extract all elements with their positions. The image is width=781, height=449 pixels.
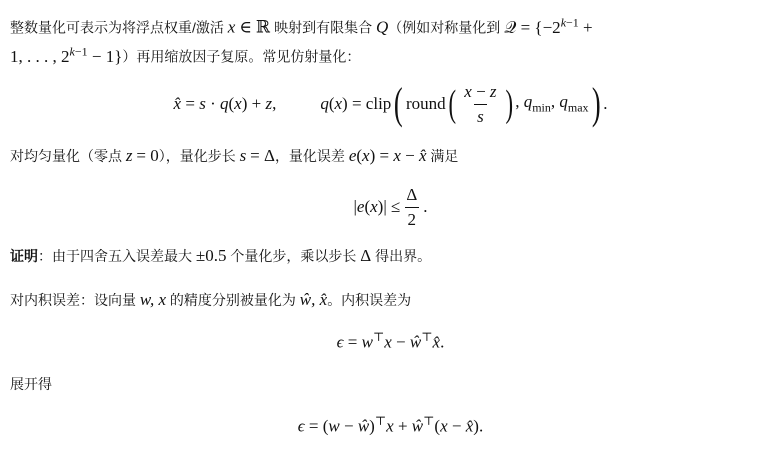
proof-paragraph — [10, 242, 771, 270]
para2: 对均匀量化（零点 z = 0），量化步长 s = Δ，量化误差 e(x) = x − x̂ 满足 — [10, 146, 459, 165]
proof-label: 证明 — [10, 248, 38, 264]
equation-inner-product-error: ϵ = w⊤x − ŵ⊤x̂. — [336, 329, 445, 352]
proof-text: ：由于四舍五入误差最大 ±0.5 个量化步，乘以步长 Δ 得出界。 — [38, 246, 432, 265]
equation-expansion: ϵ = (w − ŵ)⊤x + ŵ⊤(x − x̂). — [297, 413, 484, 436]
para1-line2: 1, . . . , $2^{k-1} - 1$}）再用缩放因子复原。常见仿射量化： — [10, 44, 361, 66]
para3: 对内积误差：设向量 w, x 的精度分别被量化为 ŵ, x̂。内积误差为 — [10, 290, 412, 309]
equation-affine-quantization: x̂ = s · q(x) + z, q(x) = clip ( round ( $\frac{x - z}{s}$ ) , $q_{min}$, $q_{max}$ ) . — [173, 79, 608, 128]
para1-line1: 整数量化可表示为将浮点权重/激活 x ∈ ℝ 映射到有限集合 Q（例如对称量化到 𝒬 = {$-2^{k-1}$ + — [10, 15, 593, 37]
equation-error-bound: |e(x)| ≤ $\frac{\Delta}{2}$ . — [353, 184, 428, 229]
para4: 展开得 — [10, 376, 52, 392]
